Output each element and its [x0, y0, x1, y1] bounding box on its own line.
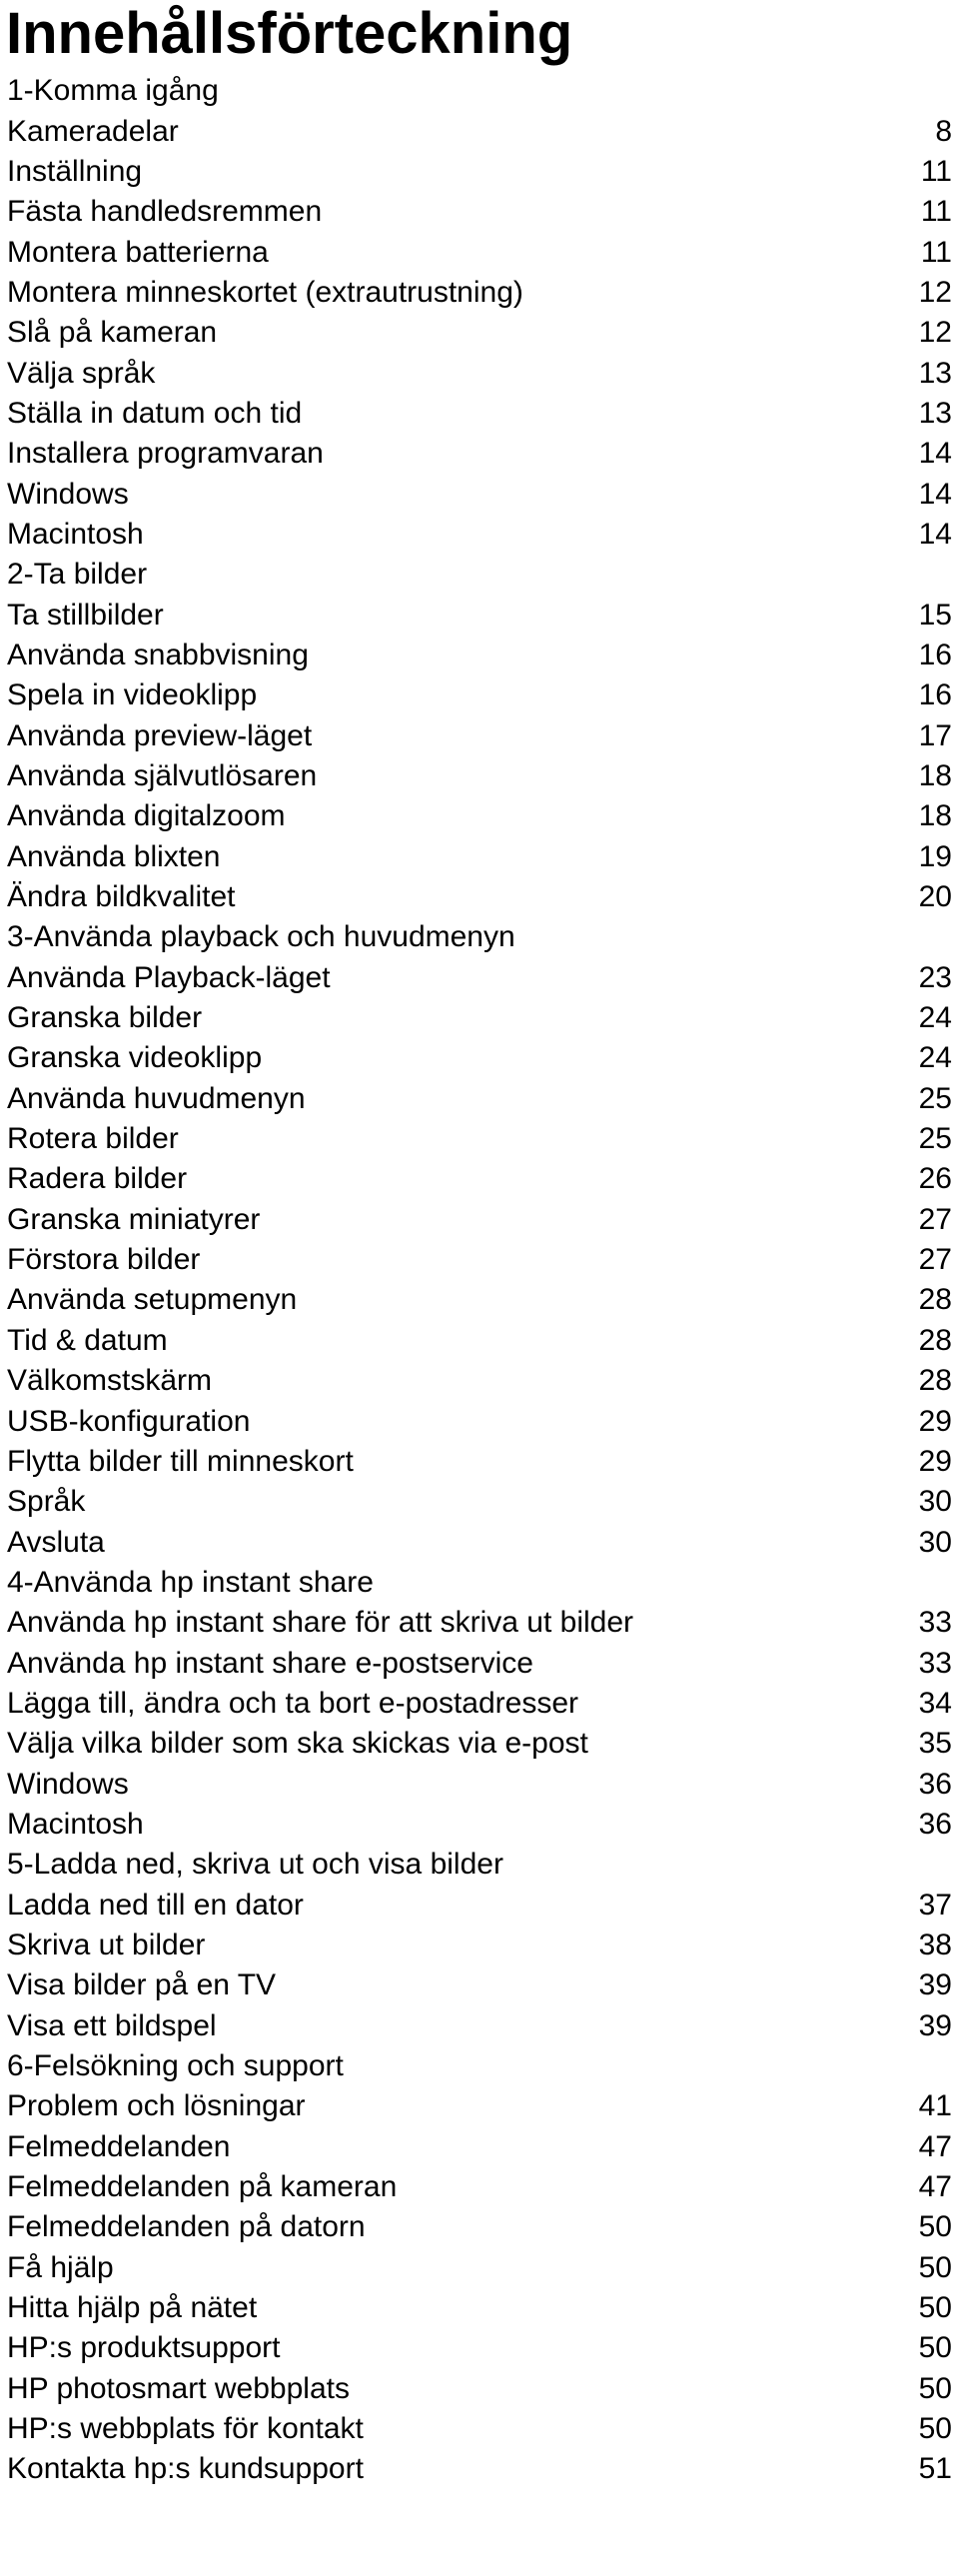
toc-entry-title: Felmeddelanden	[7, 2129, 231, 2163]
toc-entry-title: Hitta hjälp på nätet	[7, 2291, 258, 2325]
toc-entry-page-number: 28	[918, 1364, 952, 1398]
toc-chapter-heading	[7, 917, 952, 957]
toc-entry-page-number: 23	[918, 960, 952, 994]
toc-entry-page-number: 35	[918, 1727, 952, 1761]
toc-entry-title: Välja språk	[7, 356, 156, 390]
toc-entry-page-number: 8	[935, 114, 952, 148]
toc-entry-page-number: 14	[918, 517, 952, 551]
toc-entry-page-number: 39	[918, 1968, 952, 2002]
toc-entry-page-number: 27	[918, 1202, 952, 1236]
toc-entry-title: Macintosh	[7, 517, 144, 551]
toc-entry	[7, 796, 952, 836]
toc-entry-title: Felmeddelanden på datorn	[7, 2210, 366, 2244]
toc-entry-title: Språk	[7, 1485, 86, 1519]
toc-entry-title: Kontakta hp:s kundsupport	[7, 2452, 364, 2486]
toc-entry-page-number: 15	[918, 598, 952, 632]
toc-entry-page-number: 11	[920, 154, 952, 188]
toc-entry	[7, 353, 952, 393]
toc-entry-title: Använda självutlösaren	[7, 759, 318, 793]
toc-entry-title: Avsluta	[7, 1525, 105, 1559]
toc-entry	[7, 1401, 952, 1441]
toc-entry	[7, 2167, 952, 2207]
toc-entry	[7, 111, 952, 151]
toc-entry-title: Slå på kameran	[7, 316, 218, 350]
toc-entry	[7, 636, 952, 675]
toc-entry-page-number: 17	[918, 718, 952, 752]
toc-entry-title: Flytta bilder till minneskort	[7, 1444, 354, 1478]
toc-entry-title: Välkomstskärm	[7, 1364, 213, 1398]
toc-entry	[7, 2409, 952, 2449]
table-of-contents	[7, 71, 952, 2490]
toc-entry-title: HP:s webbplats för kontakt	[7, 2412, 364, 2446]
toc-entry-title: HP photosmart webbplats	[7, 2371, 350, 2405]
toc-entry-title: Macintosh	[7, 1807, 144, 1841]
toc-entry-title: Använda blixten	[7, 839, 221, 873]
toc-entry	[7, 1764, 952, 1804]
toc-entry-page-number: 25	[918, 1122, 952, 1156]
toc-entry-page-number: 14	[918, 477, 952, 511]
toc-entry-title: Använda Playback-läget	[7, 960, 331, 994]
toc-entry	[7, 192, 952, 232]
toc-entry-title: Använda snabbvisning	[7, 638, 309, 671]
toc-chapter-heading	[7, 71, 952, 111]
toc-entry-title: 6-Felsökning och support	[7, 2049, 344, 2083]
toc-entry	[7, 1442, 952, 1482]
toc-entry-page-number: 37	[918, 1888, 952, 1922]
toc-entry-title: Montera minneskortet (extrautrustning)	[7, 275, 523, 309]
toc-entry-page-number: 50	[918, 2210, 952, 2244]
toc-entry-page-number: 38	[918, 1928, 952, 1961]
toc-entry	[7, 2288, 952, 2328]
page-title: Innehållsförteckning	[6, 1, 573, 66]
toc-entry	[7, 1159, 952, 1199]
toc-entry-title: Problem och lösningar	[7, 2089, 306, 2123]
toc-chapter-heading	[7, 2046, 952, 2086]
toc-entry-page-number: 20	[918, 880, 952, 914]
toc-entry-title: Förstora bilder	[7, 1243, 201, 1277]
toc-entry	[7, 1119, 952, 1159]
toc-entry-title: Använda setupmenyn	[7, 1283, 298, 1317]
toc-entry-page-number: 50	[918, 2250, 952, 2284]
toc-entry-title: Använda hp instant share e-postservice	[7, 1646, 533, 1680]
toc-entry-title: Ladda ned till en dator	[7, 1888, 304, 1922]
toc-entry-page-number: 26	[918, 1162, 952, 1196]
toc-entry-title: Montera batterierna	[7, 235, 269, 269]
toc-entry	[7, 1321, 952, 1361]
toc-entry	[7, 1482, 952, 1522]
toc-entry	[7, 837, 952, 877]
toc-entry-page-number: 36	[918, 1767, 952, 1801]
toc-entry	[7, 1805, 952, 1845]
toc-entry-page-number: 30	[918, 1525, 952, 1559]
toc-entry-page-number: 39	[918, 2008, 952, 2042]
toc-entry-page-number: 50	[918, 2412, 952, 2446]
toc-entry-page-number: 50	[918, 2371, 952, 2405]
toc-entry	[7, 434, 952, 474]
toc-entry-title: 5-Ladda ned, skriva ut och visa bilder	[7, 1848, 503, 1882]
toc-entry	[7, 2207, 952, 2247]
toc-entry-page-number: 18	[918, 799, 952, 833]
toc-entry	[7, 2086, 952, 2126]
toc-entry-page-number: 27	[918, 1243, 952, 1277]
toc-entry-page-number: 47	[918, 2170, 952, 2204]
toc-entry	[7, 2449, 952, 2489]
toc-entry	[7, 2006, 952, 2046]
toc-entry-title: Windows	[7, 1767, 129, 1801]
toc-entry	[7, 1522, 952, 1562]
toc-entry-title: Granska bilder	[7, 1001, 203, 1035]
toc-entry-title: Fästa handledsremmen	[7, 195, 323, 229]
toc-entry-page-number: 28	[918, 1323, 952, 1357]
toc-entry	[7, 675, 952, 715]
toc-entry	[7, 313, 952, 353]
toc-entry-title: Inställning	[7, 154, 143, 188]
toc-entry	[7, 2369, 952, 2409]
toc-entry-page-number: 16	[918, 678, 952, 712]
toc-entry-title: Windows	[7, 477, 129, 511]
toc-entry-title: Använda digitalzoom	[7, 799, 286, 833]
toc-entry-page-number: 14	[918, 437, 952, 471]
toc-entry	[7, 756, 952, 796]
toc-entry	[7, 394, 952, 434]
toc-entry-title: Installera programvaran	[7, 437, 324, 471]
toc-entry-page-number: 28	[918, 1283, 952, 1317]
toc-entry	[7, 1200, 952, 1240]
toc-entry-page-number: 50	[918, 2331, 952, 2365]
toc-entry	[7, 877, 952, 917]
toc-entry-page-number: 50	[918, 2291, 952, 2325]
toc-entry-page-number: 11	[920, 195, 952, 229]
toc-entry-title: USB-konfiguration	[7, 1404, 251, 1438]
toc-entry	[7, 958, 952, 998]
toc-entry-page-number: 36	[918, 1807, 952, 1841]
toc-entry-page-number: 33	[918, 1606, 952, 1640]
toc-entry-title: Skriva ut bilder	[7, 1928, 206, 1961]
toc-entry	[7, 2127, 952, 2167]
toc-entry-page-number: 25	[918, 1081, 952, 1115]
toc-entry-page-number: 16	[918, 638, 952, 671]
toc-entry	[7, 1361, 952, 1401]
toc-entry	[7, 1240, 952, 1280]
toc-entry-page-number: 34	[918, 1686, 952, 1720]
toc-entry	[7, 1079, 952, 1119]
toc-chapter-heading	[7, 1563, 952, 1603]
toc-entry-title: Välja vilka bilder som ska skickas via e-post	[7, 1727, 588, 1761]
toc-chapter-heading	[7, 1845, 952, 1885]
toc-entry	[7, 474, 952, 514]
toc-entry	[7, 998, 952, 1038]
toc-entry-page-number: 30	[918, 1485, 952, 1519]
toc-entry-title: HP:s produktsupport	[7, 2331, 281, 2365]
toc-entry-page-number: 51	[918, 2452, 952, 2486]
toc-entry-title: Rotera bilder	[7, 1122, 179, 1156]
toc-entry	[7, 716, 952, 756]
toc-entry-title: Ta stillbilder	[7, 598, 164, 632]
toc-entry	[7, 2248, 952, 2288]
toc-entry	[7, 1724, 952, 1764]
toc-entry-title: Radera bilder	[7, 1162, 188, 1196]
toc-entry-title: Använda hp instant share för att skriva ut bilder	[7, 1606, 634, 1640]
toc-entry-title: Använda preview-läget	[7, 718, 313, 752]
toc-entry	[7, 2328, 952, 2368]
toc-entry-page-number: 24	[918, 1001, 952, 1035]
toc-entry-title: Visa ett bildspel	[7, 2008, 217, 2042]
toc-chapter-heading	[7, 555, 952, 595]
toc-entry-title: Tid & datum	[7, 1323, 168, 1357]
toc-entry-title: Använda huvudmenyn	[7, 1081, 306, 1115]
toc-entry-page-number: 12	[918, 275, 952, 309]
toc-entry-title: Visa bilder på en TV	[7, 1968, 277, 2002]
toc-entry-title: Granska miniatyrer	[7, 1202, 261, 1236]
toc-entry-page-number: 11	[920, 235, 952, 269]
toc-entry-page-number: 13	[918, 356, 952, 390]
toc-entry-title: Kameradelar	[7, 114, 179, 148]
toc-entry-page-number: 47	[918, 2129, 952, 2163]
toc-entry	[7, 1280, 952, 1320]
toc-entry	[7, 1965, 952, 2005]
toc-entry	[7, 232, 952, 272]
toc-entry	[7, 1603, 952, 1643]
toc-entry	[7, 1885, 952, 1925]
toc-entry-title: Ställa in datum och tid	[7, 396, 303, 430]
toc-entry-title: Granska videoklipp	[7, 1041, 263, 1075]
toc-entry-page-number: 12	[918, 316, 952, 350]
toc-entry-page-number: 24	[918, 1041, 952, 1075]
toc-entry	[7, 1038, 952, 1078]
toc-entry-page-number: 19	[918, 839, 952, 873]
toc-entry-title: 4-Använda hp instant share	[7, 1565, 374, 1599]
toc-entry	[7, 515, 952, 555]
toc-entry-title: Spela in videoklipp	[7, 678, 258, 712]
toc-entry-title: Lägga till, ändra och ta bort e-postadresser	[7, 1686, 579, 1720]
toc-entry	[7, 595, 952, 635]
toc-entry	[7, 1684, 952, 1724]
toc-entry-title: Felmeddelanden på kameran	[7, 2170, 398, 2204]
toc-entry-title: Få hjälp	[7, 2250, 114, 2284]
toc-entry-title: 2-Ta bilder	[7, 558, 148, 592]
toc-entry	[7, 1643, 952, 1683]
toc-entry-page-number: 29	[918, 1444, 952, 1478]
toc-entry-page-number: 29	[918, 1404, 952, 1438]
toc-entry-title: 1-Komma igång	[7, 74, 219, 108]
toc-entry-page-number: 33	[918, 1646, 952, 1680]
toc-entry-title: 3-Använda playback och huvudmenyn	[7, 920, 515, 954]
toc-entry-page-number: 41	[918, 2089, 952, 2123]
toc-entry	[7, 1926, 952, 1965]
toc-entry-title: Ändra bildkvalitet	[7, 880, 236, 914]
toc-entry	[7, 273, 952, 313]
toc-entry-page-number: 13	[918, 396, 952, 430]
toc-entry-page-number: 18	[918, 759, 952, 793]
toc-entry	[7, 152, 952, 192]
